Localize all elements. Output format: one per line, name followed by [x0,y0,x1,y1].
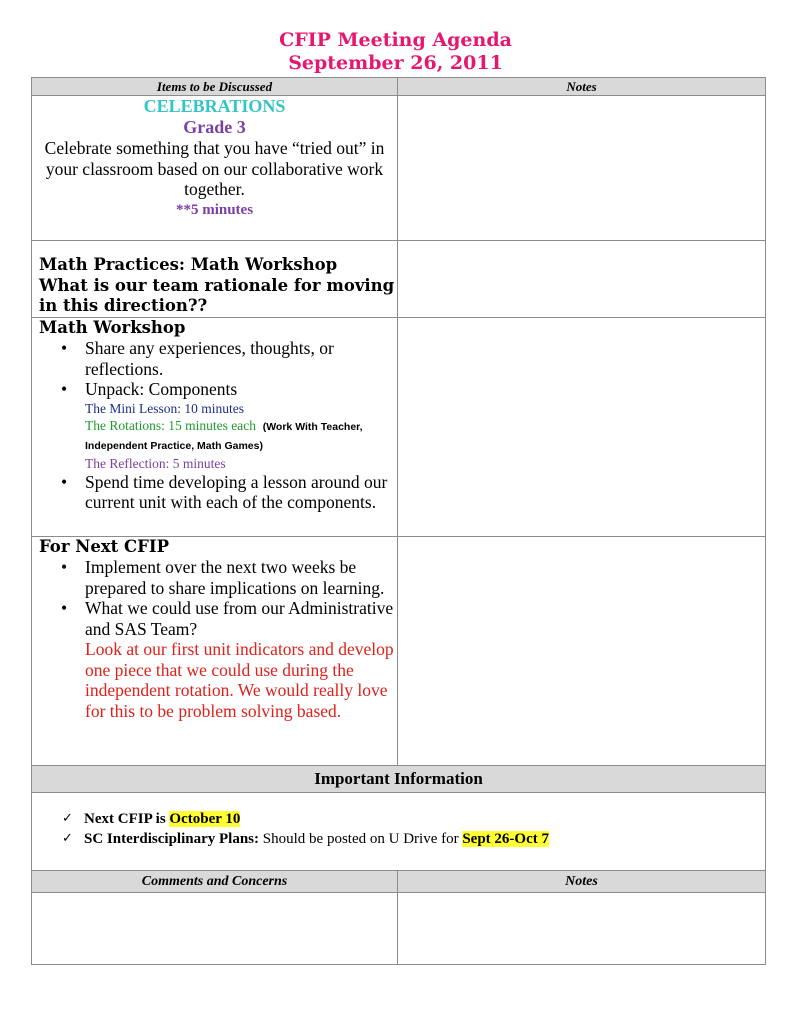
interdisciplinary-dates: Sept 26-Oct 7 [462,830,549,847]
celebrations-cell [32,96,398,241]
comments-notes-header: Notes [398,871,766,893]
next-cfip-bullet-1: Implement over the next two weeks be prepared to share implications on learning. [85,557,385,598]
important-body-cell [32,792,766,870]
math-practices-heading-line1: Math Practices: Math Workshop [39,255,338,274]
celebrations-row [32,96,766,241]
mini-lesson-line: The Mini Lesson: 10 minutes [85,400,244,416]
list-item [62,809,765,829]
comments-header-row [32,871,766,893]
celebrations-time: **5 minutes [175,201,254,218]
agenda-title: CFIP Meeting Agenda [279,29,512,51]
comments-cell [32,893,398,965]
next-cfip-row [32,536,766,765]
next-cfip-date: October 10 [169,810,241,827]
workshop-bullet-2: Unpack: Components [85,379,238,399]
notes-header: Notes [398,78,766,96]
math-practices-heading-line2: What is our team rationale for moving in this direction?? [39,275,395,315]
rotations-detail: (Work With Teacher, Independent Practice, Math Games) [85,420,363,452]
checkmark-icon: ✓ [62,810,73,826]
math-practices-row [32,241,766,318]
math-practices-notes-cell [398,241,766,318]
math-workshop-row [32,317,766,536]
next-cfip-cell [32,536,398,765]
checkmark-icon: ✓ [62,830,73,846]
workshop-bullet-1: Share any experiences, thoughts, or reflections. [85,338,334,379]
next-cfip-list [32,557,397,721]
rotations-text: The Rotations: 15 minutes each [85,417,256,433]
important-list [62,809,765,849]
celebrations-text: Celebrate something that you have “tried out” in your classroom based on our collaborative work together. [44,138,385,199]
agenda-date: September 26, 2011 [288,52,503,74]
next-cfip-heading: For Next CFIP [39,536,170,556]
bullet-icon: • [61,471,68,492]
math-workshop-cell [32,317,398,536]
rotations-line [85,417,397,455]
math-practices-cell [32,241,398,318]
comments-table [31,870,766,965]
math-practices-heading [32,255,397,317]
next-cfip-bullet-2: What we could use from our Administrative and SAS Team? [85,598,394,639]
bullet-icon: • [61,557,68,577]
workshop-bullet-3: Spend time developing a lesson around our current unit with each of the components. [85,471,388,512]
agenda-table [31,77,766,871]
celebrations-label: CELEBRATIONS [143,96,286,116]
important-header-row [32,765,766,792]
next-cfip-label: Next CFIP is [84,810,166,827]
important-heading: Important Information [32,765,766,792]
list-item [62,829,765,849]
agenda-header-row [32,78,766,96]
math-workshop-heading: Math Workshop [39,317,186,337]
bullet-icon: • [61,598,68,618]
next-cfip-notes-cell [398,536,766,765]
list-item [61,557,397,598]
math-workshop-list [32,338,397,513]
comments-header: Comments and Concerns [32,871,398,893]
list-item [61,338,397,379]
list-item [61,471,397,513]
bullet-icon: • [61,379,68,399]
reflection-line: The Reflection: 5 minutes [85,455,226,471]
interdisciplinary-label: SC Interdisciplinary Plans: [84,830,260,847]
important-body-row [32,792,766,870]
items-header: Items to be Discussed [32,78,398,96]
bullet-icon: • [61,338,68,358]
math-workshop-notes-cell [398,317,766,536]
comments-notes-cell [398,893,766,965]
list-item [61,598,397,721]
celebrations-notes-cell [398,96,766,241]
grade-label: Grade 3 [183,117,246,137]
comments-body-row [32,893,766,965]
list-item [61,379,397,472]
interdisciplinary-text: Should be posted on U Drive for [262,830,459,847]
next-cfip-red-note: Look at our first unit indicators and develop one piece that we could use during the independent rotation. We would really love for this to be problem solving based. [85,639,394,721]
